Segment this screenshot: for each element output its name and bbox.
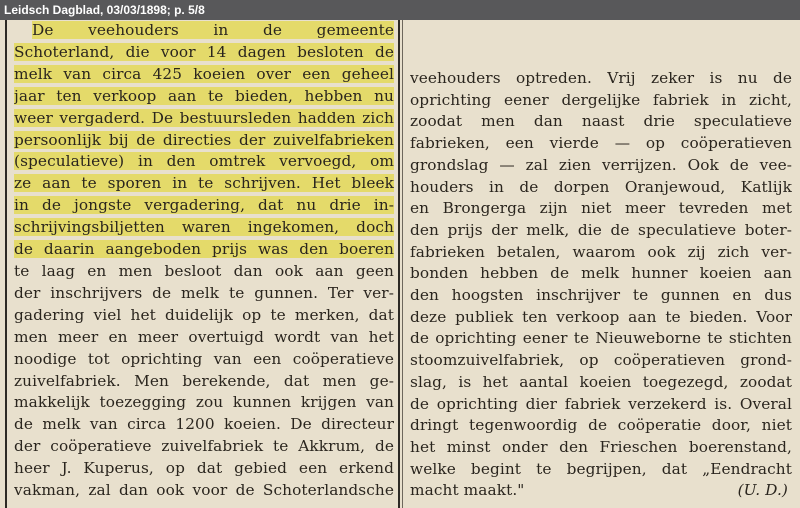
text-line: fabrieken betalen, waarom ook zij zich ver- — [410, 242, 792, 261]
highlighted-text: De veehouders in de gemeente — [32, 21, 394, 39]
text-line: den hoogsten inschrijver te gunnen en dus — [410, 286, 792, 304]
text-line: de oprichting dier fabriek verzekerd is. Overal — [410, 394, 792, 413]
text-line: zoodat men dan naast drie speculatieve — [410, 112, 792, 131]
text-line — [410, 480, 792, 502]
closing-line: macht maakt." — [410, 481, 525, 500]
text-line: deze publiek ten verkoop aan te bieden. Voor — [410, 307, 792, 326]
text-line: houders in de dorpen Oranjewoud, Katlijk — [410, 177, 792, 196]
text-line — [14, 108, 394, 130]
text-line: dringt tegenwoordig de coöperatie door, niet — [410, 416, 792, 435]
text-line: het minst onder den Frieschen boerenstand, — [410, 437, 792, 456]
text-line — [14, 64, 394, 86]
newspaper-page — [0, 20, 800, 508]
text-line: stoomzuivelfabriek, op coöperatieven grond- — [410, 351, 792, 370]
text-line: makkelijk toezegging zou kunnen krijgen van — [14, 393, 394, 412]
article-signature: (U. D.) — [737, 481, 788, 500]
text-line: der coöperatieve zuivelfabriek te Akkrum, de — [14, 437, 394, 456]
text-line: heer J. Kuperus, op dat gebied een erkend — [14, 459, 394, 478]
document-title: Leidsch Dagblad, 03/03/1898; p. 5/8 — [4, 3, 205, 17]
text-line — [14, 130, 394, 152]
highlighted-text: in de jongste vergadering, dat nu drie in- — [14, 196, 394, 215]
highlighted-text: Schoterland, die voor 14 dagen besloten de — [14, 42, 394, 61]
text-line — [14, 173, 394, 195]
text-line — [14, 239, 394, 261]
highlighted-text: melk van circa 425 koeien over een geheel — [14, 64, 394, 83]
text-line: den prijs der melk, die de speculatieve boter- — [410, 220, 792, 239]
column-rule-left — [5, 20, 7, 508]
text-line: bonden hebben de melk hunner koeien aan — [410, 264, 792, 283]
document-title-bar — [0, 0, 800, 20]
text-line: en Brongerga zijn niet meer tevreden met — [410, 199, 792, 218]
text-line: men meer en meer overtuigd wordt van het — [14, 327, 394, 346]
text-line: veehouders optreden. Vrij zeker is nu de — [410, 69, 792, 87]
text-line: slag, is het aantal koeien toegezegd, zoodat — [410, 372, 792, 391]
text-line — [14, 20, 394, 42]
column-rule-middle — [398, 20, 400, 508]
text-line: grondslag — zal zien verrijzen. Ook de vee- — [410, 155, 792, 174]
text-line: oprichting eener dergelijke fabriek in zicht, — [410, 90, 792, 109]
text-line — [14, 195, 394, 217]
highlighted-text: weer vergaderd. De bestuursleden hadden zich — [14, 108, 394, 127]
highlighted-text: (speculatieve) in den omtrek vervoegd, om — [14, 152, 394, 171]
text-line: gadering viel het duidelijk op te merken, dat — [14, 305, 394, 324]
highlighted-text: schrijvingsbiljetten waren ingekomen, doch — [14, 218, 394, 237]
text-line — [14, 217, 394, 239]
highlighted-text: persoonlijk bij de directies der zuivelfabrieken — [14, 130, 394, 149]
column-rule-middle-inner — [402, 20, 403, 508]
text-line — [14, 86, 394, 108]
text-line: zuivelfabriek. Men berekende, dat men ge- — [14, 371, 394, 390]
highlighted-text: de daarin aangeboden prijs was den boeren — [14, 240, 394, 259]
text-line — [14, 151, 394, 173]
text-line: te laag en men besloot dan ook aan geen — [14, 262, 394, 280]
highlighted-text: ze aan te sporen in te schrijven. Het bleek — [14, 174, 394, 193]
text-line: der inschrijvers de melk te gunnen. Ter ver- — [14, 283, 394, 302]
text-line — [14, 42, 394, 64]
text-line: welke begint te begrijpen, dat „Eendracht — [410, 459, 792, 478]
highlighted-text: jaar ten verkoop aan te bieden, hebben nu — [14, 86, 394, 105]
text-line: de melk van circa 1200 koeien. De directeur — [14, 415, 394, 434]
text-line: noodige tot oprichting van een coöperatieve — [14, 349, 394, 368]
text-line: de oprichting eener te Nieuweborne te stichten — [410, 329, 792, 348]
text-line: vakman, zal dan ook voor de Schoterlandsche — [14, 481, 394, 500]
text-line: fabrieken, een vierde — op coöperatieven — [410, 134, 792, 153]
